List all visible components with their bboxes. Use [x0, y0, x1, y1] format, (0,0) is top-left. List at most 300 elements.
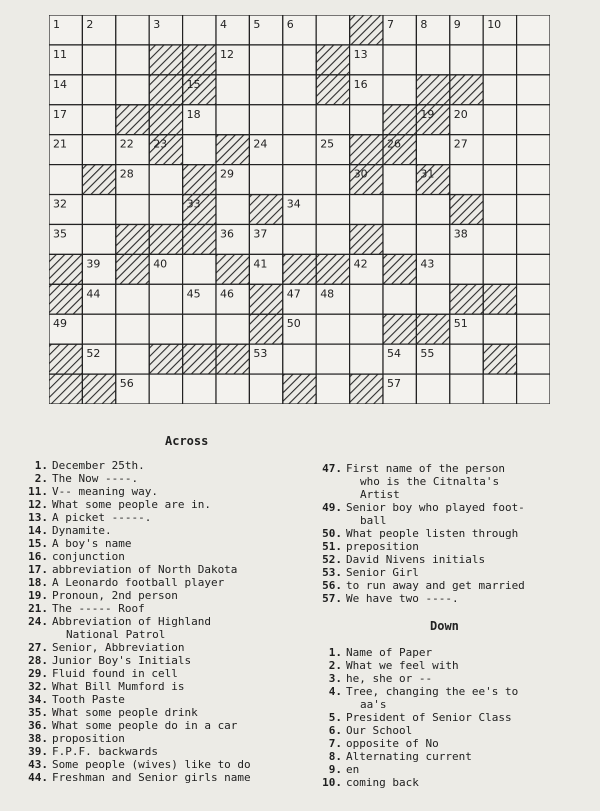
clue-number: 15. — [28, 537, 48, 550]
cell-number: 38 — [453, 227, 468, 241]
shaded-cell — [49, 284, 82, 314]
clue-item — [22, 576, 312, 589]
grid-cell — [183, 254, 216, 284]
clue-item — [22, 693, 312, 706]
cell-number: 52 — [86, 347, 101, 361]
grid-cell — [183, 135, 216, 165]
clue-item — [316, 672, 596, 685]
grid-cell — [116, 15, 149, 45]
clue-item — [22, 589, 312, 602]
cell-number: 48 — [320, 287, 335, 301]
clue-text: What some people drink — [52, 706, 198, 719]
clue-item — [316, 527, 596, 540]
shaded-cell — [350, 374, 383, 404]
grid-cell — [249, 374, 282, 404]
clue-text: Tree, changing the ee's to — [346, 685, 519, 698]
clue-number: 13. — [28, 511, 48, 524]
grid-cell — [517, 374, 550, 404]
grid-cell — [483, 135, 516, 165]
clue-item — [316, 553, 596, 566]
shaded-cell — [249, 284, 282, 314]
shaded-cell — [149, 344, 182, 374]
cell-number: 30 — [353, 167, 368, 181]
clue-item — [316, 646, 596, 659]
clue-item — [316, 776, 596, 789]
clue-item — [22, 524, 312, 537]
grid-cell — [82, 195, 115, 225]
clue-item — [22, 511, 312, 524]
clue-text: coming back — [346, 776, 419, 789]
grid-cell — [483, 105, 516, 135]
shaded-cell — [350, 135, 383, 165]
clue-number: 21. — [28, 602, 48, 615]
grid-cell — [517, 165, 550, 195]
clue-item — [22, 771, 312, 784]
clue-item — [22, 719, 312, 732]
clue-item — [316, 592, 596, 605]
grid-cell — [517, 45, 550, 75]
shaded-cell — [216, 344, 249, 374]
clue-number: 6. — [328, 724, 342, 737]
clue-number: 27. — [28, 641, 48, 654]
shaded-cell — [149, 105, 182, 135]
clue-item — [316, 659, 596, 672]
clue-number: 19. — [28, 589, 48, 602]
clue-text: First name of the person — [346, 462, 505, 475]
grid-cell — [517, 135, 550, 165]
clue-item — [316, 462, 596, 501]
shaded-cell — [216, 135, 249, 165]
clue-text: Senior boy who played foot- — [346, 501, 525, 514]
grid-cell — [383, 284, 416, 314]
grid-cell — [517, 314, 550, 344]
clue-number: 5. — [328, 711, 342, 724]
grid-cell — [283, 75, 316, 105]
clue-text: What people listen through — [346, 527, 519, 540]
clue-text-continued: National Patrol — [66, 628, 166, 641]
clue-number: 38. — [28, 732, 48, 745]
clue-text: preposition — [346, 540, 419, 553]
grid-cell — [249, 105, 282, 135]
clue-text: opposite of No — [346, 737, 439, 750]
grid-cell — [116, 45, 149, 75]
grid-cell — [483, 224, 516, 254]
clue-number: 29. — [28, 667, 48, 680]
clue-text: en — [346, 763, 360, 776]
shaded-cell — [149, 45, 182, 75]
clue-number: 50. — [322, 527, 342, 540]
clue-text: conjunction — [52, 550, 125, 563]
grid-cell — [483, 75, 516, 105]
grid-cell — [350, 105, 383, 135]
clue-number: 51. — [322, 540, 342, 553]
down-clue-list — [316, 646, 596, 789]
down-heading: Down — [430, 619, 459, 633]
clue-number: 17. — [28, 563, 48, 576]
cell-number: 22 — [119, 137, 134, 151]
cell-number: 31 — [420, 167, 435, 181]
clue-number: 18. — [28, 576, 48, 589]
clue-item — [316, 579, 596, 592]
grid-cell — [416, 135, 449, 165]
cell-number: 32 — [53, 197, 67, 211]
cell-number: 41 — [253, 257, 268, 271]
crossword-grid — [49, 15, 550, 404]
cell-number: 21 — [53, 137, 67, 151]
clue-text: Some people (wives) like to do — [52, 758, 251, 771]
clue-item — [316, 711, 596, 724]
clue-number: 56. — [322, 579, 342, 592]
clue-text: December 25th. — [52, 459, 145, 472]
clue-number: 52. — [322, 553, 342, 566]
clue-text: F.P.F. backwards — [52, 745, 158, 758]
grid-cell — [283, 344, 316, 374]
grid-cell — [216, 314, 249, 344]
shaded-cell — [216, 254, 249, 284]
shaded-cell — [450, 195, 483, 225]
grid-cell — [383, 45, 416, 75]
clue-item — [22, 485, 312, 498]
clue-item — [316, 763, 596, 776]
shaded-cell — [116, 254, 149, 284]
grid-cell — [116, 75, 149, 105]
clue-text: Name of Paper — [346, 646, 433, 659]
shaded-cell — [483, 284, 516, 314]
cell-number: 24 — [253, 137, 268, 151]
shaded-cell — [483, 344, 516, 374]
shaded-cell — [383, 314, 416, 344]
grid-cell — [249, 45, 282, 75]
shaded-cell — [49, 254, 82, 284]
grid-cell — [517, 284, 550, 314]
cell-number: 45 — [186, 287, 201, 301]
clue-item — [316, 501, 596, 527]
shaded-cell — [316, 254, 349, 284]
clue-number: 53. — [322, 566, 342, 579]
cell-number: 49 — [53, 317, 67, 331]
shaded-cell — [82, 165, 115, 195]
shaded-cell — [116, 224, 149, 254]
clue-text: Pronoun, 2nd person — [52, 589, 178, 602]
grid-cell — [383, 165, 416, 195]
clue-number: 1. — [328, 646, 342, 659]
clue-item — [22, 680, 312, 693]
grid-cell — [183, 314, 216, 344]
shaded-cell — [450, 284, 483, 314]
cell-number: 35 — [53, 227, 67, 241]
grid-cell — [416, 195, 449, 225]
cell-number: 2 — [86, 18, 94, 31]
clue-item — [22, 615, 312, 641]
grid-cell — [216, 75, 249, 105]
grid-cell — [483, 45, 516, 75]
shaded-cell — [316, 45, 349, 75]
grid-cell — [350, 195, 383, 225]
grid-cell — [49, 165, 82, 195]
grid-cell — [483, 195, 516, 225]
across-clue-list — [22, 459, 312, 784]
clue-number: 1. — [34, 459, 48, 472]
clue-item — [316, 685, 596, 711]
grid-cell — [416, 224, 449, 254]
clue-item — [22, 758, 312, 771]
clue-text: David Nivens initials — [346, 553, 486, 566]
shaded-cell — [82, 374, 115, 404]
cell-number: 6 — [286, 18, 294, 31]
clue-text: Freshman and Senior girls name — [52, 771, 251, 784]
grid-cell — [416, 284, 449, 314]
clue-text: Alternating current — [346, 750, 472, 763]
grid-cell — [316, 374, 349, 404]
grid-cell — [316, 224, 349, 254]
clue-text: What some people are in. — [52, 498, 211, 511]
cell-number: 50 — [286, 317, 301, 331]
cell-number: 19 — [420, 107, 435, 121]
shaded-cell — [49, 344, 82, 374]
cell-number: 28 — [119, 167, 134, 181]
cell-number: 51 — [453, 317, 468, 331]
clue-number: 4. — [328, 685, 342, 698]
grid-cell — [517, 15, 550, 45]
clue-item — [22, 498, 312, 511]
clue-text: What Bill Mumford is — [52, 680, 185, 693]
cell-number: 11 — [53, 47, 67, 61]
cell-number: 47 — [286, 287, 301, 301]
clue-text-continued: aa's — [360, 698, 387, 711]
grid-cell — [517, 224, 550, 254]
grid-cell — [450, 165, 483, 195]
cell-number: 7 — [387, 18, 394, 31]
cell-number: 33 — [186, 197, 201, 211]
cell-number: 17 — [53, 107, 67, 121]
clue-number: 14. — [28, 524, 48, 537]
clue-item — [22, 745, 312, 758]
grid-cell — [82, 75, 115, 105]
grid-cell — [483, 165, 516, 195]
grid-cell — [416, 45, 449, 75]
grid-cell — [316, 15, 349, 45]
cell-number: 3 — [153, 18, 161, 31]
grid-cell — [82, 45, 115, 75]
clue-item — [22, 459, 312, 472]
clue-text: What some people do in a car — [52, 719, 238, 732]
clue-text: abbreviation of North Dakota — [52, 563, 238, 576]
clue-number: 57. — [322, 592, 342, 605]
clue-item — [22, 563, 312, 576]
clue-item — [22, 537, 312, 550]
across-heading: Across — [165, 434, 209, 448]
shaded-cell — [350, 224, 383, 254]
clue-text: Junior Boy's Initials — [52, 654, 192, 667]
clue-number: 10. — [322, 776, 342, 789]
shaded-cell — [249, 314, 282, 344]
clue-text: Our School — [346, 724, 413, 737]
grid-cell — [383, 224, 416, 254]
shaded-cell — [249, 195, 282, 225]
grid-cell — [216, 105, 249, 135]
grid-cell — [82, 314, 115, 344]
shaded-cell — [450, 75, 483, 105]
clue-text: The Now ----. — [52, 472, 139, 485]
shaded-cell — [383, 105, 416, 135]
clue-item — [316, 724, 596, 737]
grid-cell — [283, 105, 316, 135]
grid-cell — [249, 165, 282, 195]
clue-text: Dynamite. — [52, 524, 112, 537]
clue-text-continued: Artist — [360, 488, 400, 501]
cell-number: 55 — [420, 347, 435, 361]
clue-item — [22, 667, 312, 680]
cell-number: 26 — [387, 137, 401, 151]
clue-text: President of Senior Class — [346, 711, 512, 724]
cell-number: 36 — [220, 227, 234, 241]
clue-number: 2. — [328, 659, 342, 672]
cell-number: 4 — [220, 18, 227, 31]
grid-cell — [283, 224, 316, 254]
cell-number: 37 — [253, 227, 268, 241]
clue-text-continued: who is the Citnalta's — [360, 475, 500, 488]
grid-cell — [517, 75, 550, 105]
cell-number: 23 — [153, 137, 168, 151]
grid-cell — [316, 314, 349, 344]
clue-number: 24. — [28, 615, 48, 628]
clue-text-continued: ball — [360, 514, 387, 527]
clue-item — [22, 602, 312, 615]
cell-number: 40 — [153, 257, 168, 271]
clue-text: he, she or -- — [346, 672, 433, 685]
clue-number: 2. — [34, 472, 48, 485]
clue-number: 47. — [322, 462, 342, 475]
grid-cell — [216, 195, 249, 225]
grid-cell — [149, 195, 182, 225]
grid-cell — [517, 105, 550, 135]
grid-cell — [383, 75, 416, 105]
clue-item — [22, 550, 312, 563]
cell-number: 25 — [320, 137, 335, 151]
grid-cell — [82, 105, 115, 135]
cell-number: 15 — [186, 77, 201, 91]
clue-number: 3. — [328, 672, 342, 685]
grid-cell — [483, 374, 516, 404]
cell-number: 8 — [420, 18, 428, 31]
clue-text: A boy's name — [52, 537, 132, 550]
shaded-cell — [316, 75, 349, 105]
grid-cell — [316, 344, 349, 374]
grid-cell — [149, 165, 182, 195]
shaded-cell — [350, 15, 383, 45]
clue-number: 28. — [28, 654, 48, 667]
cell-number: 53 — [253, 347, 268, 361]
cell-number: 57 — [387, 377, 401, 391]
grid-cell — [517, 254, 550, 284]
shaded-cell — [49, 374, 82, 404]
shaded-cell — [183, 224, 216, 254]
grid-cell — [183, 374, 216, 404]
grid-cell — [82, 135, 115, 165]
clue-text: What we feel with — [346, 659, 459, 672]
clue-item — [22, 654, 312, 667]
grid-cell — [316, 195, 349, 225]
clue-item — [22, 472, 312, 485]
cell-number: 42 — [353, 257, 368, 271]
grid-cell — [350, 284, 383, 314]
cell-number: 46 — [220, 287, 234, 301]
cell-number: 39 — [86, 257, 101, 271]
cell-number: 12 — [220, 47, 234, 61]
clue-number: 12. — [28, 498, 48, 511]
grid-cell — [450, 344, 483, 374]
grid-cell — [316, 165, 349, 195]
shaded-cell — [416, 314, 449, 344]
cell-number: 13 — [353, 47, 368, 61]
clue-number: 11. — [28, 485, 48, 498]
clue-item — [316, 540, 596, 553]
shaded-cell — [383, 254, 416, 284]
shaded-cell — [283, 374, 316, 404]
grid-cell — [450, 374, 483, 404]
clue-number: 34. — [28, 693, 48, 706]
clue-number: 8. — [328, 750, 342, 763]
clue-text: Abbreviation of Highland — [52, 615, 211, 628]
grid-cell — [149, 374, 182, 404]
grid-cell — [517, 195, 550, 225]
grid-cell — [149, 284, 182, 314]
clue-number: 32. — [28, 680, 48, 693]
grid-cell — [116, 284, 149, 314]
grid-cell — [517, 344, 550, 374]
clue-text: Fluid found in cell — [52, 667, 178, 680]
cell-number: 29 — [220, 167, 234, 181]
clue-number: 9. — [328, 763, 342, 776]
grid-cell — [350, 314, 383, 344]
grid-cell — [416, 374, 449, 404]
grid-cell — [183, 15, 216, 45]
shaded-cell — [149, 75, 182, 105]
clue-text: Tooth Paste — [52, 693, 125, 706]
grid-cell — [283, 165, 316, 195]
clue-text: A picket -----. — [52, 511, 152, 524]
cell-number: 34 — [286, 197, 301, 211]
cell-number: 10 — [487, 18, 502, 31]
shaded-cell — [149, 224, 182, 254]
grid-cell — [116, 314, 149, 344]
clue-text: proposition — [52, 732, 125, 745]
clue-text: Senior Girl — [346, 566, 419, 579]
grid-cell — [316, 105, 349, 135]
grid-cell — [483, 314, 516, 344]
cell-number: 27 — [453, 137, 468, 151]
cell-number: 56 — [119, 377, 134, 391]
shaded-cell — [116, 105, 149, 135]
grid-cell — [283, 135, 316, 165]
grid-cell — [116, 344, 149, 374]
grid-cell — [149, 314, 182, 344]
grid-cell — [350, 344, 383, 374]
grid-cell — [450, 254, 483, 284]
clue-number: 16. — [28, 550, 48, 563]
cell-number: 16 — [353, 77, 368, 91]
clue-number: 43. — [28, 758, 48, 771]
clue-item — [22, 706, 312, 719]
shaded-cell — [183, 165, 216, 195]
clue-item — [316, 750, 596, 763]
cell-number: 43 — [420, 257, 435, 271]
grid-cell — [82, 224, 115, 254]
cell-number: 5 — [253, 18, 261, 31]
shaded-cell — [183, 45, 216, 75]
cell-number: 14 — [53, 77, 67, 91]
clue-text: The ----- Roof — [52, 602, 145, 615]
